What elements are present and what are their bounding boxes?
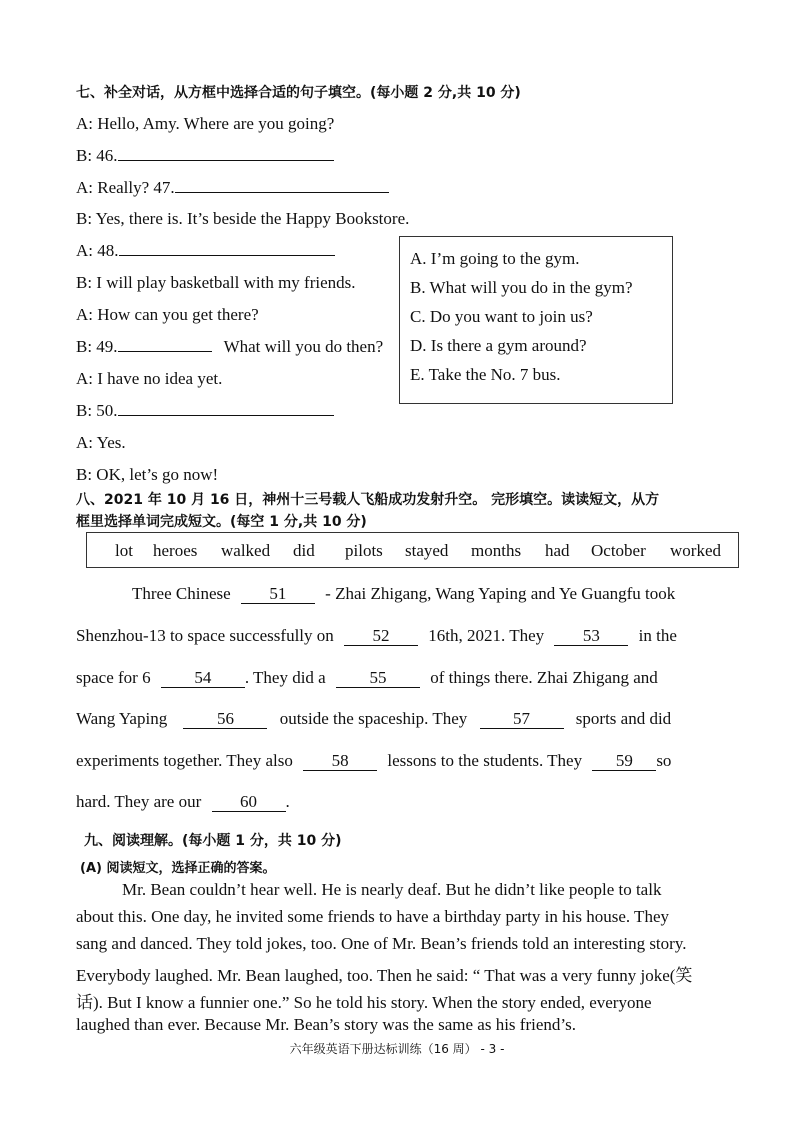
passage8-line-6 — [76, 792, 290, 812]
option-a: A. I’m going to the gym. — [410, 249, 580, 268]
passage9-line-3: sang and danced. They told jokes, too. One of Mr. Bean’s friends told an interesting story. — [76, 934, 687, 953]
section8-heading-line1: 八、2021 年 10 月 16 日，神州十三号载人飞船成功发射升空。 完形填空。读读短文，从方 — [76, 492, 660, 508]
passage8-line-4 — [76, 709, 671, 729]
passage-text: 16th, 2021. They — [428, 626, 545, 645]
passage-text: Three Chinese — [132, 584, 231, 603]
passage9-line-5: 话). But I know a funnier one.” So he told his story. When the story ended, everyone — [76, 993, 652, 1012]
passage-text: Shenzhou-13 to space successfully on — [76, 626, 334, 645]
dialogue-line-9: A: I have no idea yet. — [76, 369, 223, 388]
blank-55[interactable]: 55 — [336, 669, 420, 688]
passage-text: sports and did — [575, 709, 672, 728]
word-bank-item: pilots — [345, 541, 383, 560]
passage9-line-4: Everybody laughed. Mr. Bean laughed, too. Then he said: “ That was a very funny joke(笑 — [76, 966, 693, 985]
dialogue-line-7: A: How can you get there? — [76, 305, 259, 324]
dialogue-line-46 — [76, 146, 334, 166]
section8-heading-line2: 框里选择单词完成短文。(每空 1 分,共 10 分) — [76, 514, 367, 530]
passage-text: - Zhai Zhigang, Wang Yaping and Ye Guangfu took — [325, 584, 676, 603]
passage-text: lessons to the students. They — [387, 751, 583, 770]
word-bank-item: walked — [221, 541, 271, 560]
word-bank-item: lot — [115, 541, 133, 560]
section7-heading: 七、补全对话，从方框中选择合适的句子填空。(每小题 2 分,共 10 分) — [76, 85, 521, 101]
passage-text: Wang Yaping — [76, 709, 168, 728]
passage8-line-1 — [132, 584, 675, 604]
dialogue-line-1: A: Hello, Amy. Where are you going? — [76, 114, 335, 133]
blank-59[interactable]: 59 — [592, 752, 656, 771]
dialogue-line-12: B: OK, let’s go now! — [76, 465, 219, 484]
word-bank-item: months — [471, 541, 522, 560]
passage-text: . — [285, 792, 290, 811]
dialogue-line-49-text: B: 49. — [76, 337, 118, 356]
answer-blank-46[interactable] — [118, 146, 334, 161]
answer-blank-50[interactable] — [118, 401, 334, 416]
word-bank-box — [86, 532, 739, 568]
options-box — [399, 236, 673, 404]
dialogue-line-47-text: A: Really? 47. — [76, 178, 175, 197]
passage-text: space for 6 — [76, 668, 151, 687]
dialogue-line-50-text: B: 50. — [76, 401, 118, 420]
passage-text: outside the spaceship. They — [279, 709, 468, 728]
passage-text: so — [656, 751, 672, 770]
dialogue-line-46-text: B: 46. — [76, 146, 118, 165]
dialogue-line-6: B: I will play basketball with my friends. — [76, 273, 356, 292]
blank-53[interactable]: 53 — [554, 627, 628, 646]
answer-blank-48[interactable] — [119, 241, 335, 256]
dialogue-line-47 — [76, 178, 389, 198]
word-bank-item: heroes — [153, 541, 198, 560]
dialogue-line-50 — [76, 401, 334, 421]
answer-blank-47[interactable] — [175, 178, 389, 193]
option-b: B. What will you do in the gym? — [410, 278, 633, 297]
dialogue-line-49-tail: What will you do then? — [223, 337, 384, 356]
dialogue-line-4: B: Yes, there is. It’s beside the Happy Bookstore. — [76, 209, 410, 228]
passage-text: hard. They are our — [76, 792, 202, 811]
dialogue-line-11: A: Yes. — [76, 433, 126, 452]
passage9-line-6: laughed than ever. Because Mr. Bean’s story was the same as his friend’s. — [76, 1015, 576, 1034]
passage8-line-5 — [76, 751, 671, 771]
dialogue-line-48 — [76, 241, 335, 261]
blank-51[interactable]: 51 — [241, 585, 315, 604]
option-c: C. Do you want to join us? — [410, 307, 593, 326]
blank-56[interactable]: 56 — [183, 710, 267, 729]
word-bank-item: worked — [670, 541, 721, 560]
page-footer: 六年级英语下册达标训练（16 周） - 3 - — [289, 1042, 505, 1056]
passage-text: in the — [638, 626, 677, 645]
blank-54[interactable]: 54 — [161, 669, 245, 688]
passage9-line-1: Mr. Bean couldn’t hear well. He is nearly deaf. But he didn’t like people to talk — [122, 880, 662, 899]
word-bank-item: had — [545, 541, 570, 560]
blank-58[interactable]: 58 — [303, 752, 377, 771]
dialogue-line-48-text: A: 48. — [76, 241, 119, 260]
option-e: E. Take the No. 7 bus. — [410, 365, 561, 384]
word-bank-item: stayed — [405, 541, 449, 560]
word-bank-item: did — [293, 541, 315, 560]
passage-text: . They did a — [244, 668, 326, 687]
passage-text: experiments together. They also — [76, 751, 293, 770]
section9-subheading: (A) 阅读短文，选择正确的答案。 — [80, 861, 276, 876]
blank-57[interactable]: 57 — [480, 710, 564, 729]
section9-heading: 九、阅读理解。(每小题 1 分，共 10 分) — [84, 833, 342, 849]
passage9-line-2: about this. One day, he invited some friends to have a birthday party in his house. They — [76, 907, 669, 926]
word-bank-item: October — [591, 541, 646, 560]
answer-blank-49[interactable] — [118, 337, 212, 352]
blank-60[interactable]: 60 — [212, 793, 286, 812]
option-d: D. Is there a gym around? — [410, 336, 587, 355]
dialogue-line-49 — [76, 337, 383, 357]
passage8-line-3 — [76, 668, 658, 688]
passage-text: of things there. Zhai Zhigang and — [430, 668, 658, 687]
passage8-line-2 — [76, 626, 677, 646]
blank-52[interactable]: 52 — [344, 627, 418, 646]
